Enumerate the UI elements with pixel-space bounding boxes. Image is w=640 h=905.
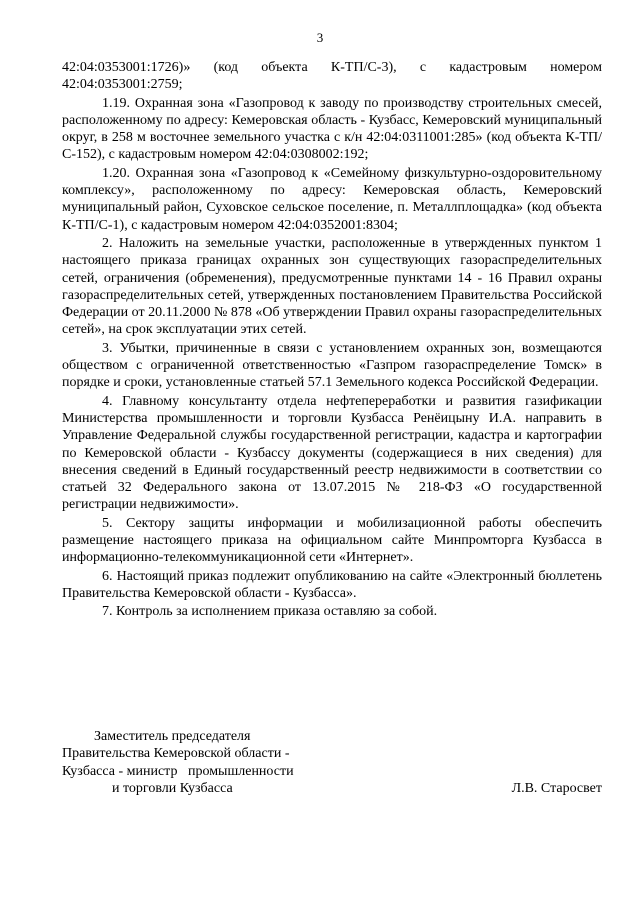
page-number: 3 [316,30,324,45]
paragraph-6: 6. Настоящий приказ подлежит опубликованию на сайте «Электронный бюллетень Правительства Кемеровской области - Кузбасса». [62,568,602,601]
paragraph-4: 4. Главному консультанту отдела нефтепереработки и развития газификации Министерства промышленности и торговли Кузбасса Ренёицыну И.А. направить в Управление Федеральной службы государственной регистрации, кадастра и картографии по Кемеровской области - Кузбассу документы (содержащиеся в них сведения) для внесения сведений в Единый государственный реестр недвижимости в соответствии со статьей 32 Федерального закона от 13.07.2015 № 218-ФЗ «О государственной регистрации недвижимости». [62,393,602,513]
paragraph-2: 2. Наложить на земельные участки, расположенные в утвержденных пунктом 1 настоящего приказа границах охранных зон существующих газораспределительных сетей, ограничения (обременения), предусмотренные пунктами 14 - 16 Правил охраны газораспределительных сетей, утвержденных постановлением Правительства Российской Федерации от 20.11.2000 № 878 «Об утверждении Правил охраны газораспределительных сетей», на срок эксплуатации этих сетей. [62,235,602,338]
signature-block [62,728,602,797]
signature-last-row [62,780,602,797]
signature-position-line-2: Правительства Кемеровской области - [62,746,290,762]
paragraph-cadastral-continuation: 42:04:0353001:1726)» (код объекта К-ТП/С-3), с кадастровым номером 42:04:0353001:2759; [62,60,602,93]
paragraph-7: 7. Контроль за исполнением приказа оставляю за собой. [102,604,438,620]
paragraph-5: 5. Сектору защиты информации и мобилизационной работы обеспечить размещение настоящего приказа на официальном сайте Минпромторга Кузбасса в информационно-телекоммуникационной сети «Интернет». [62,515,602,566]
signature-position-line-1: Заместитель председателя [94,729,251,744]
signature-position-line-3: Кузбасса - министр промышленности [62,763,294,779]
paragraph-3: 3. Убытки, причиненные в связи с установлением охранных зон, возмещаются обществом с ограниченной ответственностью «Газпром газораспределение Томск» в порядке и сроки, установленные статьей 57.1 Земельного кодекса Российской Федерации. [62,340,602,391]
paragraph-1-20: 1.20. Охранная зона «Газопровод к «Семейному физкультурно-оздоровительному комплексу», расположенному по адресу: Кемеровская область, Кемеровский муниципальный район, Суховское сельское поселение, п. Металлплощадка» (код объекта К-ТП/С-1), с кадастровым номером 42:04:0352001:8304; [62,165,602,233]
paragraph-1-19: 1.19. Охранная зона «Газопровод к заводу по производству строительных смесей, расположенному по адресу: Кемеровская область - Кузбасс, Кемеровский муниципальный округ, в 258 м восточнее земельного участка с к/н 42:04:0311001:285» (код объекта К-ТП/С-152), с кадастровым номером 42:04:0308002:192; [62,95,602,163]
signatory-name: Л.В. Старосвет [511,780,602,796]
signature-position-line-4: и торговли Кузбасса [112,780,233,796]
document-body [62,59,602,622]
